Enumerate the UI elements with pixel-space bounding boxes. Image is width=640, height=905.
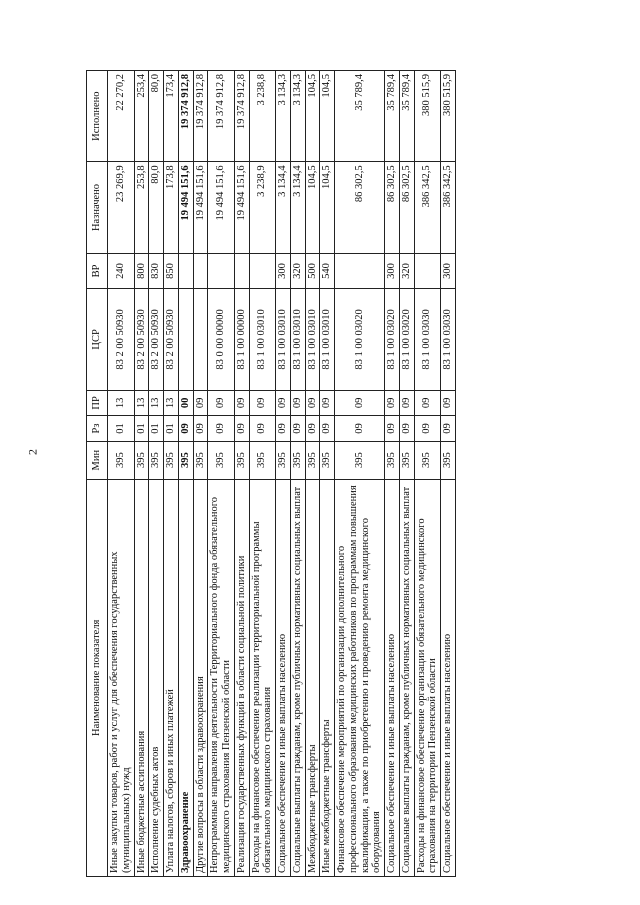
cell-executed: 3 134,3 <box>290 71 305 162</box>
cell-rz: 09 <box>208 416 235 442</box>
cell-executed: 19 374 912,8 <box>193 71 208 162</box>
cell-vr <box>193 253 208 289</box>
table-row <box>249 71 276 877</box>
cell-min: 395 <box>108 441 135 479</box>
cell-pr: 09 <box>193 390 208 416</box>
header-csr: ЦСР <box>87 289 108 390</box>
cell-pr: 09 <box>335 390 385 416</box>
cell-pr: 09 <box>290 390 305 416</box>
cell-vr: 830 <box>149 253 164 289</box>
cell-csr: 83 1 00 03010 <box>276 289 291 390</box>
cell-vr <box>208 253 235 289</box>
table-row <box>208 71 235 877</box>
cell-pr: 09 <box>208 390 235 416</box>
cell-rz: 09 <box>193 416 208 442</box>
cell-vr <box>234 253 249 289</box>
cell-assigned: 3 134,4 <box>276 162 291 253</box>
cell-name: Социальное обеспечение и иные выплаты населению <box>441 479 456 876</box>
cell-csr: 83 1 00 03020 <box>385 289 400 390</box>
cell-name: Финансовое обеспечение мероприятий по организации дополнительного профессионального образования медицинских работников по программам повышения квалификации, а также по приобретению и проведению ремонта медицинского оборудования <box>335 479 385 876</box>
cell-rz: 09 <box>234 416 249 442</box>
cell-csr: 83 1 00 03010 <box>305 289 320 390</box>
cell-pr: 09 <box>234 390 249 416</box>
cell-assigned: 19 494 151,6 <box>208 162 235 253</box>
cell-vr <box>414 253 441 289</box>
cell-assigned: 386 342,5 <box>414 162 441 253</box>
cell-name: Иные бюджетные ассигнования <box>134 479 149 876</box>
cell-rz: 01 <box>164 416 179 442</box>
header-pr: ПР <box>87 390 108 416</box>
cell-min: 395 <box>399 441 414 479</box>
table-row <box>108 71 135 877</box>
cell-executed: 19 374 912,8 <box>234 71 249 162</box>
cell-assigned: 104,5 <box>305 162 320 253</box>
cell-rz: 01 <box>134 416 149 442</box>
cell-csr: 83 0 00 00000 <box>208 289 235 390</box>
cell-name: Непрограммные направления деятельности Территориального фонда обязательного медицинского страхования Пензенской области <box>208 479 235 876</box>
cell-rz: 09 <box>178 416 193 442</box>
budget-table <box>86 70 456 877</box>
cell-name: Иные закупки товаров, работ и услуг для обеспечения государственных (муниципальных) нужд <box>108 479 135 876</box>
cell-rz: 09 <box>335 416 385 442</box>
cell-executed: 35 789,4 <box>399 71 414 162</box>
cell-vr: 320 <box>399 253 414 289</box>
cell-min: 395 <box>385 441 400 479</box>
cell-csr <box>178 289 193 390</box>
cell-min: 395 <box>208 441 235 479</box>
cell-pr: 09 <box>399 390 414 416</box>
cell-pr: 09 <box>276 390 291 416</box>
cell-executed: 253,4 <box>134 71 149 162</box>
cell-min: 395 <box>276 441 291 479</box>
table-row <box>276 71 291 877</box>
header-vr: ВР <box>87 253 108 289</box>
cell-executed: 3 134,3 <box>276 71 291 162</box>
cell-min: 395 <box>234 441 249 479</box>
cell-name: Социальные выплаты гражданам, кроме публичных нормативных социальных выплат <box>290 479 305 876</box>
cell-pr: 13 <box>108 390 135 416</box>
header-name: Наименование показателя <box>87 479 108 876</box>
cell-assigned: 173,8 <box>164 162 179 253</box>
cell-vr: 300 <box>276 253 291 289</box>
table-row <box>320 71 335 877</box>
header-rz: Рз <box>87 416 108 442</box>
table-row <box>164 71 179 877</box>
cell-assigned: 19 494 151,6 <box>178 162 193 253</box>
table-row <box>178 71 193 877</box>
cell-assigned: 3 134,4 <box>290 162 305 253</box>
table-row <box>134 71 149 877</box>
header-assigned: Назначено <box>87 162 108 253</box>
table-row <box>335 71 385 877</box>
cell-csr: 83 1 00 03020 <box>399 289 414 390</box>
cell-name: Социальное обеспечение и иные выплаты населению <box>385 479 400 876</box>
cell-rz: 09 <box>414 416 441 442</box>
table-row <box>414 71 441 877</box>
cell-name: Исполнение судебных актов <box>149 479 164 876</box>
cell-name: Расходы на финансовое обеспечение реализации территориальной программы обязательного медицинского страхования <box>249 479 276 876</box>
cell-csr <box>193 289 208 390</box>
cell-csr: 83 1 00 03020 <box>335 289 385 390</box>
cell-pr: 09 <box>320 390 335 416</box>
cell-csr: 83 2 00 50930 <box>134 289 149 390</box>
cell-min: 395 <box>134 441 149 479</box>
cell-name: Расходы на финансовое обеспечение организации обязательного медицинского страхования на территории Пензенской области <box>414 479 441 876</box>
cell-rz: 09 <box>441 416 456 442</box>
cell-executed: 22 270,2 <box>108 71 135 162</box>
cell-executed: 380 515,9 <box>414 71 441 162</box>
cell-pr: 00 <box>178 390 193 416</box>
table-row <box>305 71 320 877</box>
cell-pr: 13 <box>164 390 179 416</box>
cell-name: Социальное обеспечение и иные выплаты населению <box>276 479 291 876</box>
cell-executed: 35 789,4 <box>335 71 385 162</box>
table-row <box>234 71 249 877</box>
cell-executed: 19 374 912,8 <box>178 71 193 162</box>
cell-csr: 83 1 00 03010 <box>249 289 276 390</box>
cell-min: 395 <box>320 441 335 479</box>
cell-assigned: 86 302,5 <box>335 162 385 253</box>
table-row <box>193 71 208 877</box>
cell-rz: 09 <box>276 416 291 442</box>
cell-vr: 300 <box>385 253 400 289</box>
cell-vr: 850 <box>164 253 179 289</box>
cell-name: Уплата налогов, сборов и иных платежей <box>164 479 179 876</box>
cell-csr: 83 2 00 50930 <box>108 289 135 390</box>
header-min: Мин <box>87 441 108 479</box>
cell-name: Реализация государственных функций в области социальной политики <box>234 479 249 876</box>
cell-rz: 09 <box>320 416 335 442</box>
cell-vr: 240 <box>108 253 135 289</box>
cell-min: 395 <box>290 441 305 479</box>
cell-rz: 09 <box>305 416 320 442</box>
cell-min: 395 <box>164 441 179 479</box>
cell-assigned: 86 302,5 <box>385 162 400 253</box>
cell-name: Другие вопросы в области здравоохранения <box>193 479 208 876</box>
cell-vr: 500 <box>305 253 320 289</box>
cell-assigned: 19 494 151,6 <box>193 162 208 253</box>
cell-csr: 83 1 00 03010 <box>290 289 305 390</box>
cell-csr: 83 1 00 03030 <box>414 289 441 390</box>
table-row <box>399 71 414 877</box>
header-executed: Исполнено <box>87 71 108 162</box>
cell-assigned: 86 302,5 <box>399 162 414 253</box>
cell-min: 395 <box>149 441 164 479</box>
cell-executed: 104,5 <box>305 71 320 162</box>
cell-executed: 80,0 <box>149 71 164 162</box>
cell-assigned: 386 342,5 <box>441 162 456 253</box>
cell-assigned: 3 238,9 <box>249 162 276 253</box>
cell-vr: 300 <box>441 253 456 289</box>
table-row <box>441 71 456 877</box>
cell-min: 395 <box>193 441 208 479</box>
cell-vr: 320 <box>290 253 305 289</box>
cell-pr: 09 <box>414 390 441 416</box>
cell-min: 395 <box>414 441 441 479</box>
cell-csr: 83 2 00 50930 <box>149 289 164 390</box>
cell-name: Здравоохранение <box>178 479 193 876</box>
cell-rz: 09 <box>249 416 276 442</box>
cell-vr <box>249 253 276 289</box>
cell-min: 395 <box>441 441 456 479</box>
cell-vr <box>178 253 193 289</box>
cell-rz: 01 <box>108 416 135 442</box>
cell-pr: 13 <box>134 390 149 416</box>
cell-pr: 09 <box>249 390 276 416</box>
cell-pr: 09 <box>305 390 320 416</box>
table-row <box>290 71 305 877</box>
cell-csr: 83 1 00 00000 <box>234 289 249 390</box>
table-row <box>149 71 164 877</box>
cell-assigned: 80,0 <box>149 162 164 253</box>
cell-rz: 01 <box>149 416 164 442</box>
cell-vr: 540 <box>320 253 335 289</box>
cell-assigned: 253,8 <box>134 162 149 253</box>
cell-min: 395 <box>335 441 385 479</box>
cell-assigned: 19 494 151,6 <box>234 162 249 253</box>
cell-executed: 104,5 <box>320 71 335 162</box>
cell-pr: 09 <box>385 390 400 416</box>
cell-vr: 800 <box>134 253 149 289</box>
cell-csr: 83 1 00 03010 <box>320 289 335 390</box>
cell-rz: 09 <box>385 416 400 442</box>
cell-assigned: 104,5 <box>320 162 335 253</box>
cell-pr: 09 <box>441 390 456 416</box>
cell-csr: 83 1 00 03030 <box>441 289 456 390</box>
cell-vr <box>335 253 385 289</box>
table-header-row <box>87 71 108 877</box>
table-body <box>108 71 456 877</box>
cell-rz: 09 <box>399 416 414 442</box>
rotated-page <box>86 70 611 877</box>
cell-pr: 13 <box>149 390 164 416</box>
cell-name: Межбюджетные трансферты <box>305 479 320 876</box>
cell-csr: 83 2 00 50930 <box>164 289 179 390</box>
table-row <box>385 71 400 877</box>
cell-name: Иные межбюджетные трансферты <box>320 479 335 876</box>
cell-executed: 173,4 <box>164 71 179 162</box>
cell-executed: 35 789,4 <box>385 71 400 162</box>
cell-executed: 19 374 912,8 <box>208 71 235 162</box>
cell-executed: 3 238,8 <box>249 71 276 162</box>
cell-rz: 09 <box>290 416 305 442</box>
cell-name: Социальные выплаты гражданам, кроме публичных нормативных социальных выплат <box>399 479 414 876</box>
cell-min: 395 <box>178 441 193 479</box>
cell-assigned: 23 269,9 <box>108 162 135 253</box>
cell-executed: 380 515,9 <box>441 71 456 162</box>
cell-min: 395 <box>249 441 276 479</box>
cell-min: 395 <box>305 441 320 479</box>
page-number: 2 <box>25 449 40 455</box>
